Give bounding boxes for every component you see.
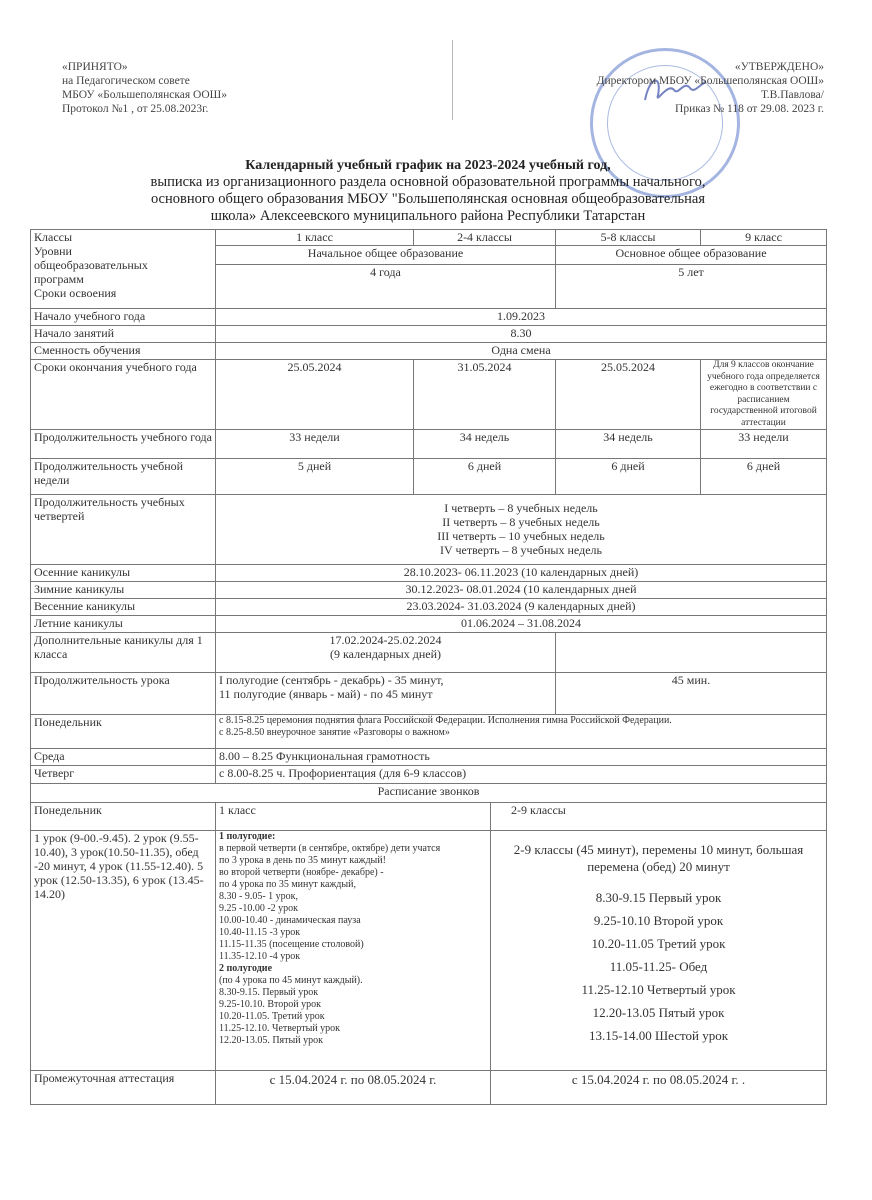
bell-line: 13.15-14.00 Шестой урок (588, 1027, 729, 1043)
row-value: 1.09.2023 (216, 309, 827, 326)
bell-line: 8.30-9.15. Первый урок (219, 986, 319, 998)
row-label: Продолжительность учебной недели (31, 459, 216, 495)
header-divider (452, 40, 453, 120)
row-label: Зимние каникулы (31, 582, 216, 599)
row-label: Четверг (31, 766, 216, 784)
row-value: 8.30 (216, 326, 827, 343)
bell-line: (по 4 урока по 45 минут каждый). (219, 974, 363, 986)
row-label: Понедельник (31, 715, 216, 749)
label-line: программ (34, 272, 84, 286)
bell-line: 10.20-11.05. Третий урок (219, 1010, 325, 1022)
document-body (30, 157, 826, 1105)
bell-line: 11.25-12.10 Четвертый урок (581, 981, 736, 997)
schedule-table (30, 229, 827, 784)
confirmed-title: «УТВЕРЖДЕНО» (734, 61, 824, 73)
confirmed-block (597, 60, 824, 116)
bell-line: 12.20-13.05 Пятый урок (592, 1004, 725, 1020)
row-value: Для 9 классов окончание учебного года определяется ежегодно в соответствии с расписанием государственной итоговой аттестации (701, 360, 827, 430)
approved-line: Протокол №1 , от 25.08.2023г. (62, 103, 209, 115)
lesson-length-value (216, 673, 556, 715)
row-value: 6 дней (701, 459, 827, 495)
bell-line: 10.40-11.15 -3 урок (219, 926, 301, 938)
row-label: Продолжительность урока (31, 673, 216, 715)
bell-line: 11.35-12.10 -4 урок (219, 950, 301, 962)
row-value: 33 недели (701, 430, 827, 459)
row-value: 33 недели (216, 430, 414, 459)
approved-block (62, 60, 227, 116)
empty-cell (556, 633, 827, 673)
quarter: III четверть – 10 учебных недель (437, 529, 605, 543)
row-label: Продолжительность учебного года (31, 430, 216, 459)
class-header: 9 класс (701, 230, 827, 246)
row-value: 5 дней (216, 459, 414, 495)
label-line: Уровни (34, 244, 72, 258)
row-value: 31.05.2024 (414, 360, 556, 430)
row-value: 25.05.2024 (556, 360, 701, 430)
row-label: Осенние каникулы (31, 565, 216, 582)
attestation-others: с 15.04.2024 г. по 08.05.2024 г. . (491, 1070, 827, 1104)
bells-head: 1 класс (216, 802, 491, 830)
row-value: 25.05.2024 (216, 360, 414, 430)
heading-line: школа» Алексеевского муниципального района Республики Татарстан (210, 208, 646, 224)
lesson-line: I полугодие (сентябрь - декабрь) - 35 минут, (219, 673, 444, 687)
bell-line: 11.25-12.10. Четвертый урок (219, 1022, 341, 1034)
head-label (31, 230, 216, 309)
other-classes-bells (491, 830, 827, 1070)
bell-line: 8.30-9.15 Первый урок (595, 889, 722, 905)
row-label: Продолжительность учебных четвертей (31, 495, 216, 565)
extra-line: 17.02.2024-25.02.2024 (329, 633, 442, 647)
row-value: 34 недель (556, 430, 701, 459)
bells-intro: 2-9 классы (45 минут), перемены 10 минут, большая перемена (обед) 20 минут (513, 841, 804, 874)
bell-line: 1 полугодие: (219, 830, 276, 842)
quarter: II четверть – 8 учебных недель (442, 515, 600, 529)
monday-value (216, 715, 827, 749)
level: Основное общее образование (556, 246, 827, 265)
label-line: общеобразовательных (34, 258, 148, 272)
label-line: Классы (34, 230, 73, 244)
bell-line: 11.15-11.35 (посещение столовой) (219, 938, 364, 950)
heading-line: выписка из организационного раздела основной образовательной программы начального, (150, 174, 706, 190)
bell-line: 11.05-11.25- Обед (609, 958, 708, 974)
extra-value (216, 633, 556, 673)
row-value: 45 мин. (556, 673, 827, 715)
attestation-first: с 15.04.2024 г. по 08.05.2024 г. (216, 1070, 491, 1104)
row-value: 8.00 – 8.25 Функциональная грамотность (216, 749, 827, 766)
label-line: Сроки освоения (34, 286, 117, 300)
level: Начальное общее образование (216, 246, 556, 265)
heading-line: основного общего образования МБОУ "Большеполянская основная общеобразовательная (150, 191, 706, 207)
row-value: 23.03.2024- 31.03.2024 (9 календарных дней) (216, 599, 827, 616)
row-label: Среда (31, 749, 216, 766)
quarter: IV четверть – 8 учебных недель (440, 543, 602, 557)
confirmed-line: Директором МБОУ «Большеполянская ООШ» (596, 75, 824, 87)
row-value: 01.06.2024 – 31.08.2024 (216, 616, 827, 633)
bells-head: Понедельник (31, 802, 216, 830)
row-value: 34 недель (414, 430, 556, 459)
duration: 5 лет (556, 265, 827, 309)
bell-line: в первой четверти (в сентябре, октябре) дети учатся (219, 842, 441, 854)
row-value: с 8.00-8.25 ч. Профориентация (для 6-9 классов) (216, 766, 827, 784)
bell-line: 10.00-10.40 - динамическая пауза (219, 914, 361, 926)
approved-line: МБОУ «Большеполянская ООШ» (62, 89, 228, 101)
row-label: Промежуточная аттестация (31, 1070, 216, 1104)
bells-table (30, 784, 827, 1105)
row-label: Начало учебного года (31, 309, 216, 326)
document-heading (30, 157, 826, 225)
monday-bells: 1 урок (9-00.-9.45). 2 урок (9.55-10.40), 3 урок(10.50-11.35), обед -20 минут, 4 урок (11.55-12.40). 5 урок (12.50-13.35), 6 урок (13.45-14.20) (31, 830, 216, 1070)
quarters-value (216, 495, 827, 565)
bell-line: 8.30 - 9.05- 1 урок, (219, 890, 299, 902)
first-class-bells (216, 830, 491, 1070)
bell-line: 10.20-11.05 Третий урок (591, 935, 726, 951)
confirmed-line: Приказ № 118 от 29.08. 2023 г. (675, 103, 824, 115)
row-label: Начало занятий (31, 326, 216, 343)
row-value: 6 дней (556, 459, 701, 495)
row-label: Дополнительные каникулы для 1 класса (31, 633, 216, 673)
row-value: 30.12.2023- 08.01.2024 (10 календарных дней (216, 582, 827, 599)
monday-line: с 8.15-8.25 церемония поднятия флага Российской Федерации. Исполнения гимна Российской Федерации. (219, 715, 672, 726)
class-header: 5-8 классы (556, 230, 701, 246)
bell-line: по 3 урока в день по 35 минут каждый! (219, 854, 386, 866)
bell-line: во второй четверти (ноябре- декабре) - (219, 866, 384, 878)
duration: 4 года (216, 265, 556, 309)
row-label: Весенние каникулы (31, 599, 216, 616)
row-value: 6 дней (414, 459, 556, 495)
approved-title: «ПРИНЯТО» (62, 61, 128, 73)
bells-head: 2-9 классы (491, 802, 827, 830)
row-value: 28.10.2023- 06.11.2023 (10 календарных дней) (216, 565, 827, 582)
approved-line: на Педагогическом совете (62, 75, 190, 87)
bells-title: Расписание звонков (31, 784, 827, 802)
row-label: Летние каникулы (31, 616, 216, 633)
class-header: 2-4 классы (414, 230, 556, 246)
confirmed-line: Т.В.Павлова/ (760, 89, 824, 101)
document-title: Календарный учебный график на 2023-2024 учебный год, (245, 158, 611, 173)
bell-line: 2 полугодие (219, 962, 273, 974)
bell-line: 9.25-10.10 Второй урок (593, 912, 724, 928)
bell-line: 9.25 -10.00 -2 урок (219, 902, 299, 914)
lesson-line: 11 полугодие (январь - май) - по 45 минут (219, 687, 433, 701)
row-label: Сроки окончания учебного года (31, 360, 216, 430)
extra-line: (9 календарных дней) (330, 647, 441, 661)
monday-line: с 8.25-8.50 внеурочное занятие «Разговоры о важном» (219, 727, 450, 738)
row-value: Одна смена (216, 343, 827, 360)
bell-line: 9.25-10.10. Второй урок (219, 998, 321, 1010)
quarter: I четверть – 8 учебных недель (444, 501, 598, 515)
bell-line: 12.20-13.05. Пятый урок (219, 1034, 323, 1046)
row-label: Сменность обучения (31, 343, 216, 360)
bell-line: по 4 урока по 35 минут каждый, (219, 878, 356, 890)
class-header: 1 класс (216, 230, 414, 246)
